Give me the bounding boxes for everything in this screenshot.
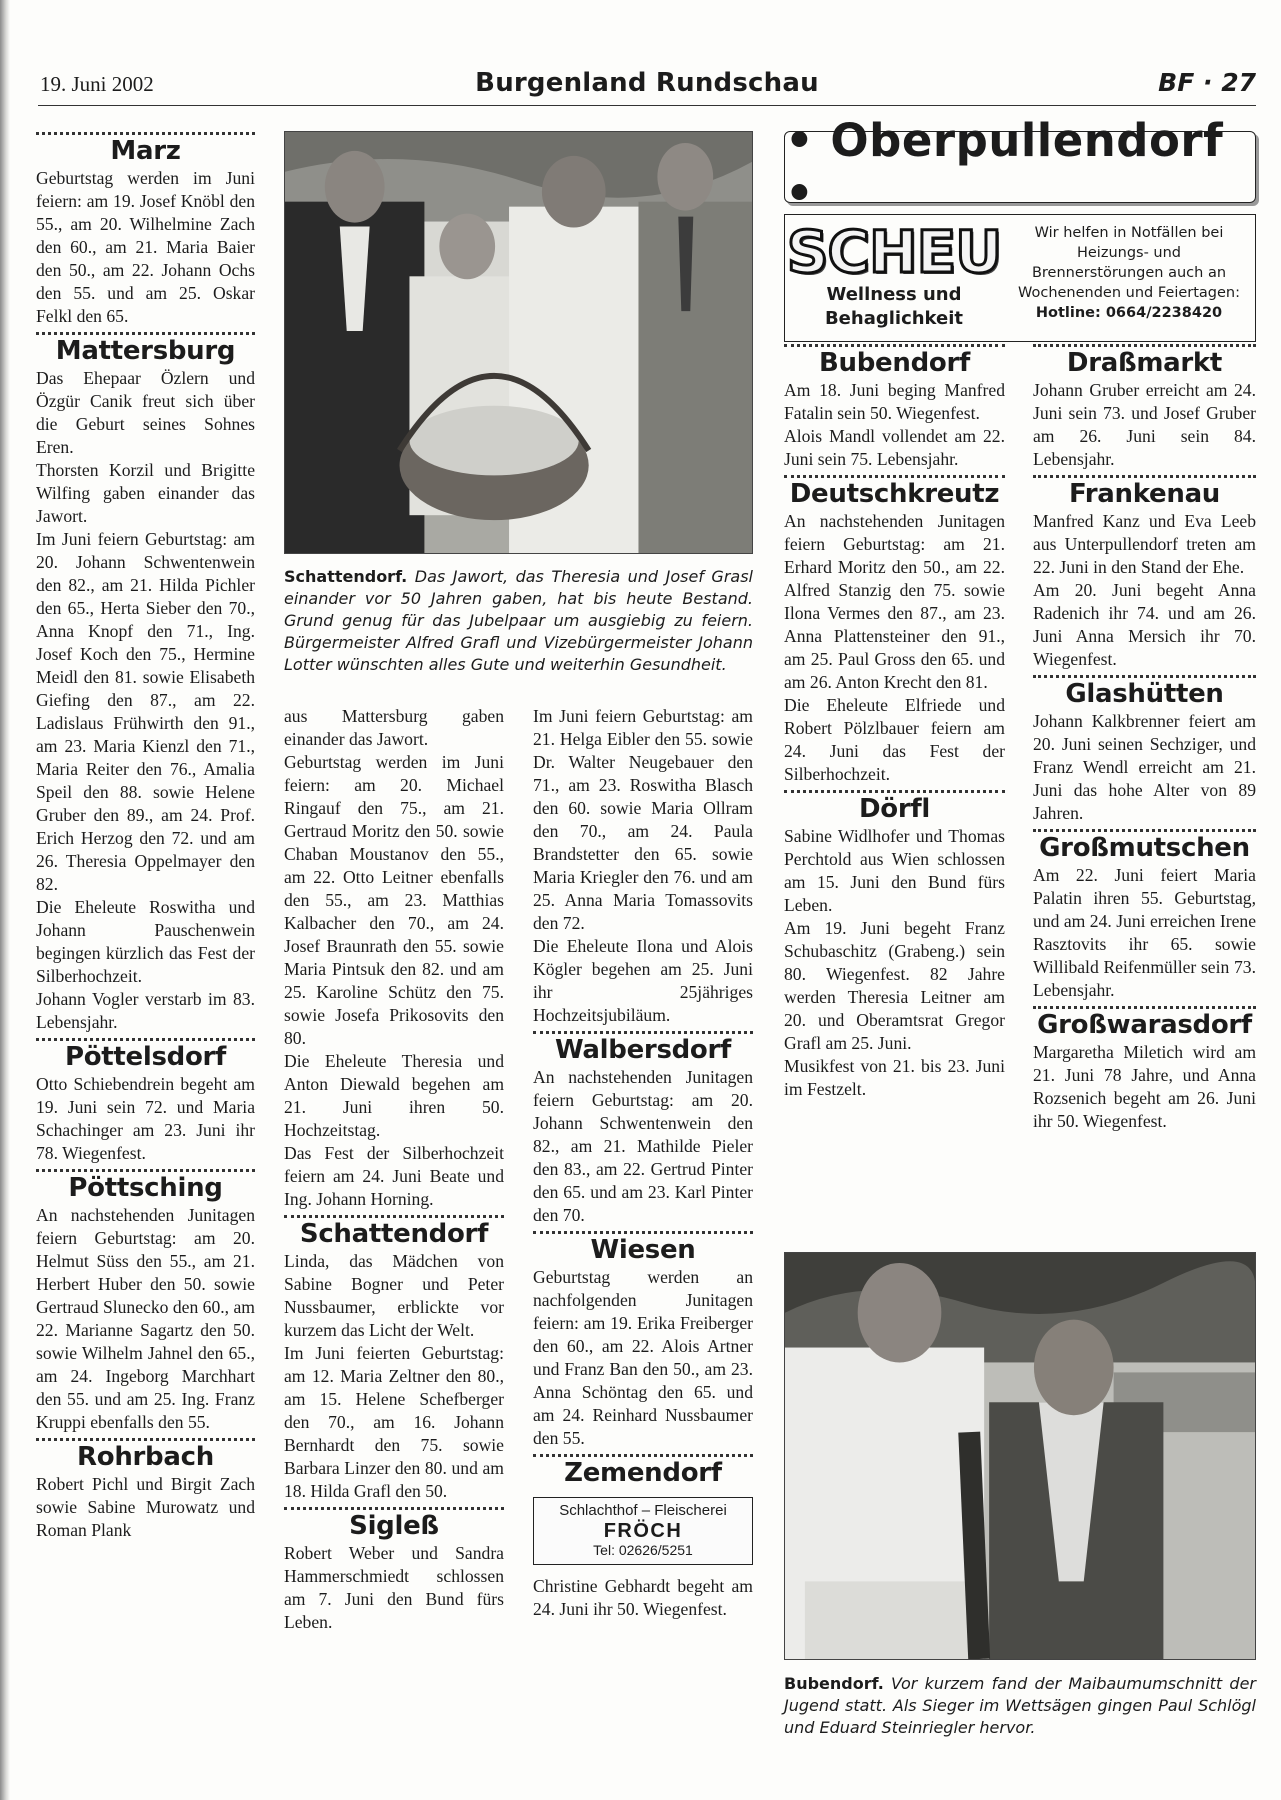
dotted-divider xyxy=(784,344,1005,347)
section-text: Das Ehepaar Özlern und Özgür Canik freut sich über die Geburt seines Sohnes Eren. Thorsten Korzil und Brigitte Wilfing gaben einander das Jawort. Im Juni feiern Geburtstag: am 20. Johann Schwentenwein den 82., am 21. Hilda Pichler den 65., Herta Sieber den 70., Anna Knopf den 71., Ing. Josef Koch den 75., Hermine Meidl den 81. sowie Elisabeth Giefing den 87., am 22. Ladislaus Frühwirth den 91., am 23. Maria Kienzl den 71., Maria Reiter den 76., Amalia Speil den 88. sowie Helene Gruber den 89., am 24. Prof. Erich Herzog den 72. und am 26. Theresia Oppelmayer den 82. Die Eheleute Roswitha und Johann Pauschenwein begingen kürzlich das Fest der Silberhochzeit. Johann Vogler verstarb im 83. Lebensjahr. xyxy=(36,368,255,1032)
dotted-divider xyxy=(533,1031,753,1034)
section-text: Linda, das Mädchen von Sabine Bogner und Peter Nussbaumer, erblickte vor kurzem das Licht der Welt. Im Juni feierten Geburtstag: am 12. Maria Zeltner den 80., am 15. Helene Schefberger den 70., am 16. Johann Bernhardt den 75. sowie Barbara Linzer den 80. und am 18. Hilda Grafl den 50. xyxy=(284,1251,504,1501)
section-text: An nachstehenden Junitagen feiern Geburtstag: am 21. Erhard Moritz den 50., am 22. Alfred Stanzig den 75. sowie Ilona Vermes den 87., am 23. Anna Plattensteiner den 91., am 25. Paul Gross den 65. und am 26. Anton Krecht den 81. Die Eheleute Elfriede und Robert Pölzlbauer feiern am 24. Juni das Fest der Silberhochzeit. xyxy=(784,511,1005,784)
section-marz xyxy=(36,132,255,328)
ad-froech xyxy=(533,1497,753,1565)
dotted-divider xyxy=(533,1454,753,1457)
ad-scheu-hotline: Hotline: 0664/2238420 xyxy=(1035,305,1223,321)
ad-scheu-left xyxy=(785,215,1003,341)
dotted-divider xyxy=(784,790,1005,793)
section-text: An nachstehenden Junitagen feiern Geburtstag: am 20. Helmut Süss den 55., am 21. Herbert Huber den 50. sowie Gertraud Slunecko den 60., am 22. Marianne Sagartz den 50. sowie Wilhelm Jahnel den 65., am 24. Ingeborg Marchhart den 55. und am 25. Ing. Franz Kruppi ebenfalls den 55. xyxy=(36,1205,255,1432)
section-grossmutschen xyxy=(1033,829,1256,1002)
town-heading: Mattersburg xyxy=(55,336,236,366)
newspaper-title: Burgenland Rundschau xyxy=(475,68,819,98)
photo-caption-schattendorf xyxy=(284,566,753,676)
section-mattersburg xyxy=(36,332,255,1034)
dotted-divider xyxy=(784,475,1005,478)
section-grosswarasdorf xyxy=(1033,1006,1256,1133)
section-text: Otto Schiebendrein begeht am 19. Juni sein 72. und Maria Schachinger am 23. Juni ihr 78. Wiegenfest. xyxy=(36,1074,255,1163)
section-text: Johann Gruber erreicht am 24. Juni sein 73. und Josef Gruber am 26. Juni sein 84. Lebensjahr. xyxy=(1033,380,1256,469)
section-text: An nachstehenden Junitagen feiern Geburtstag: am 20. Johann Schwentenwein den 82., am 21. Mathilde Pieler den 83., am 22. Gertrud Pinter den 65. und am 23. Karl Pinter den 70. xyxy=(533,1067,753,1225)
section-text: Johann Kalkbrenner feiert am 20. Juni seinen Sechziger, und Franz Wendl erreicht am 21. Juni das hohe Alter von 89 Jahren. xyxy=(1033,711,1256,823)
column-5 xyxy=(1033,342,1256,1137)
section-text: Margaretha Miletich wird am 21. Juni 78 Jahre, und Anna Rozsenich begeht am 26. Juni ihr 50. Wiegenfest. xyxy=(1033,1042,1256,1131)
town-heading: Deutschkreutz xyxy=(789,479,1000,509)
ad-scheu-text: Wir helfen in Notfällen bei Heizungs- und Brennerstörungen auch an Wochenenden und Feiertagen: xyxy=(1017,225,1240,301)
dotted-divider xyxy=(36,132,255,135)
town-heading: Dörfl xyxy=(859,794,930,824)
section-deutschkreutz xyxy=(784,475,1005,786)
caption-text: Vor kurzem fand der Maibaumumschnitt der Jugend statt. Als Sieger im Wettsägen gingen Paul Schlögl und Eduard Steinriegler hervor. xyxy=(784,1674,1256,1737)
town-heading: Frankenau xyxy=(1068,479,1221,509)
sawing-photo-illustration xyxy=(785,1253,1255,1659)
section-poettsching xyxy=(36,1169,255,1434)
section-continued xyxy=(284,705,504,1211)
section-text: Am 18. Juni beging Manfred Fatalin sein 50. Wiegenfest. Alois Mandl vollendet am 22. Juni sein 75. Lebensjahr. xyxy=(784,380,1005,469)
section-drassmarkt xyxy=(1033,344,1256,471)
town-heading: Pöttelsdorf xyxy=(64,1042,227,1072)
town-heading: Zemendorf xyxy=(564,1458,722,1488)
section-text: Im Juni feiern Geburtstag: am 21. Helga Eibler den 55. sowie Dr. Walter Neugebauer den 71., am 23. Roswitha Blasch den 60. sowie Maria Ollram den 70., am 24. Paula Brandstetter den 65. sowie Maria Kriegler den 76. und am 25. Anna Maria Tomassovits den 72. Die Eheleute Ilona und Alois Kögler begehen am 25. Juni ihr 25jähriges Hochzeitsjubiläum. xyxy=(533,706,753,1025)
section-zemendorf xyxy=(533,1454,753,1621)
column-4 xyxy=(784,342,1005,1105)
section-bubendorf xyxy=(784,344,1005,471)
photo-caption-bubendorf xyxy=(784,1673,1256,1739)
dotted-divider xyxy=(1033,675,1256,678)
section-walbersdorf xyxy=(533,1031,753,1227)
ad-scheu-logo: SCHEU xyxy=(786,218,1002,286)
town-heading: Bubendorf xyxy=(819,348,970,378)
section-rohrbach xyxy=(36,1438,255,1542)
section-frankenau xyxy=(1033,475,1256,671)
dotted-divider xyxy=(1033,829,1256,832)
town-heading: Pöttsching xyxy=(68,1173,223,1203)
dotted-divider xyxy=(36,1038,255,1041)
section-doerfl xyxy=(784,790,1005,1101)
caption-text: Das Jawort, das Theresia und Josef Grasl einander vor 50 Jahren gaben, hat bis heute Bestand. Grund genug für das Jubelpaar um ausgiebig zu feiern. Bürgermeister Alfred Grafl und Vizebürgermeister Johann Lotter wünschten alles Gute und weiterhin Gesundheit. xyxy=(284,567,753,674)
section-continued xyxy=(533,705,753,1027)
ad-scheu-tagline-1: Wellness und xyxy=(826,284,962,305)
ad-froech-line1: Schlachthof – Fleischerei xyxy=(559,1502,727,1519)
section-text: Robert Pichl und Birgit Zach sowie Sabine Murowatz und Roman Plank xyxy=(36,1474,255,1540)
dotted-divider xyxy=(533,1231,753,1234)
section-poettelsdorf xyxy=(36,1038,255,1165)
town-heading: Großmutschen xyxy=(1039,833,1250,863)
dotted-divider xyxy=(36,1438,255,1441)
dotted-divider xyxy=(284,1507,504,1510)
section-text: aus Mattersburg gaben einander das Jawort. Geburtstag werden im Juni feiern: am 20. Michael Ringauf den 75., am 21. Gertraud Moritz den 50. sowie Chaban Moustanov den 55., am 22. Otto Leitner ebenfalls den 55., am 23. Matthias Kalbacher den 70., am 24. Josef Braunrath den 55. sowie Maria Pintsuk den 82. und am 25. Karoline Schütz den 75. sowie Josefa Prikosovits den 80. Die Eheleute Theresia und Anton Diewald begehen am 21. Juni ihren 50. Hochzeitstag. Das Fest der Silberhochzeit feiern am 24. Juni Beate und Ing. Johann Horning. xyxy=(284,706,504,1209)
town-heading: Schattendorf xyxy=(299,1219,489,1249)
dotted-divider xyxy=(1033,1006,1256,1009)
ad-froech-name: FRÖCH xyxy=(603,1520,683,1542)
section-text: Manfred Kanz und Eva Leeb aus Unterpullendorf treten am 22. Juni in den Stand der Ehe. Am 20. Juni begeht Anna Radenich ihr 74. und am 26. Juni Anna Mersich ihr 70. Wiegenfest. xyxy=(1033,511,1256,669)
photo-schattendorf xyxy=(284,131,753,554)
section-text: Sabine Widlhofer und Thomas Perchtold aus Wien schlossen am 15. Juni den Bund fürs Leben. Am 19. Juni begeht Franz Schubaschitz (Grabeng.) sein 80. Wiegenfest. 82 Jahre werden Theresia Leitner am 20. und Oberamtsrat Gregor Grafl am 25. Juni. Musikfest von 21. bis 23. Juni im Festzelt. xyxy=(784,826,1005,1099)
masthead xyxy=(38,70,1256,106)
ad-scheu-right xyxy=(1003,215,1255,341)
page-edge xyxy=(0,0,10,1800)
ad-froech-tel: Tel: 02626/5251 xyxy=(593,1542,693,1558)
dotted-divider xyxy=(1033,475,1256,478)
caption-place: Bubendorf. xyxy=(784,1674,884,1693)
town-heading: Walbersdorf xyxy=(554,1035,732,1065)
column-2 xyxy=(284,705,504,1638)
dotted-divider xyxy=(284,1215,504,1218)
section-text: Christine Gebhardt begeht am 24. Juni ihr 50. Wiegenfest. xyxy=(533,1576,753,1619)
caption-place: Schattendorf. xyxy=(284,567,408,586)
town-heading: Sigleß xyxy=(349,1511,439,1541)
town-heading: Draßmarkt xyxy=(1066,348,1223,378)
section-schattendorf xyxy=(284,1215,504,1503)
town-heading: Marz xyxy=(110,136,181,166)
section-text: Geburtstag werden an nachfolgenden Junitagen feiern: am 19. Erika Freiberger den 60., am 22. Alois Artner und Franz Ban den 50., am 23. Anna Schöntag den 65. und am 24. Reinhard Nussbaumer den 55. xyxy=(533,1267,753,1448)
page-number: BF · 27 xyxy=(1158,68,1256,97)
town-heading: Glashütten xyxy=(1065,679,1224,709)
column-3 xyxy=(533,705,753,1625)
town-heading: Großwarasdorf xyxy=(1037,1010,1252,1040)
dotted-divider xyxy=(1033,344,1256,347)
section-text: Geburtstag werden im Juni feiern: am 19. Josef Knöbl den 55., am 20. Wilhelmine Zach den 60., am 21. Maria Baier den 50., am 22. Johann Ochs den 55. und am 25. Oskar Felkl den 65. xyxy=(36,168,255,326)
photo-bubendorf xyxy=(784,1252,1256,1660)
ad-scheu-tagline-2: Behaglichkeit xyxy=(824,308,964,329)
dotted-divider xyxy=(36,1169,255,1172)
town-heading: Rohrbach xyxy=(77,1442,214,1472)
section-text: Robert Weber und Sandra Hammerschmiedt schlossen am 7. Juni den Bund fürs Leben. xyxy=(284,1543,504,1632)
town-heading: Wiesen xyxy=(590,1235,696,1265)
ad-scheu xyxy=(784,214,1256,342)
dotted-divider xyxy=(36,332,255,335)
section-glashuetten xyxy=(1033,675,1256,825)
region-banner: • Oberpullendorf • xyxy=(784,131,1256,203)
issue-date: 19. Juni 2002 xyxy=(40,72,154,96)
section-wiesen xyxy=(533,1231,753,1450)
section-sigless xyxy=(284,1507,504,1634)
column-1 xyxy=(36,130,255,1546)
group-photo-illustration xyxy=(285,132,752,553)
section-text: Am 22. Juni feiert Maria Palatin ihren 55. Geburtstag, und am 24. Juni erreichen Irene Rasztovits ihr 65. sowie Willibald Reifenmüller sein 73. Lebensjahr. xyxy=(1033,865,1256,1000)
